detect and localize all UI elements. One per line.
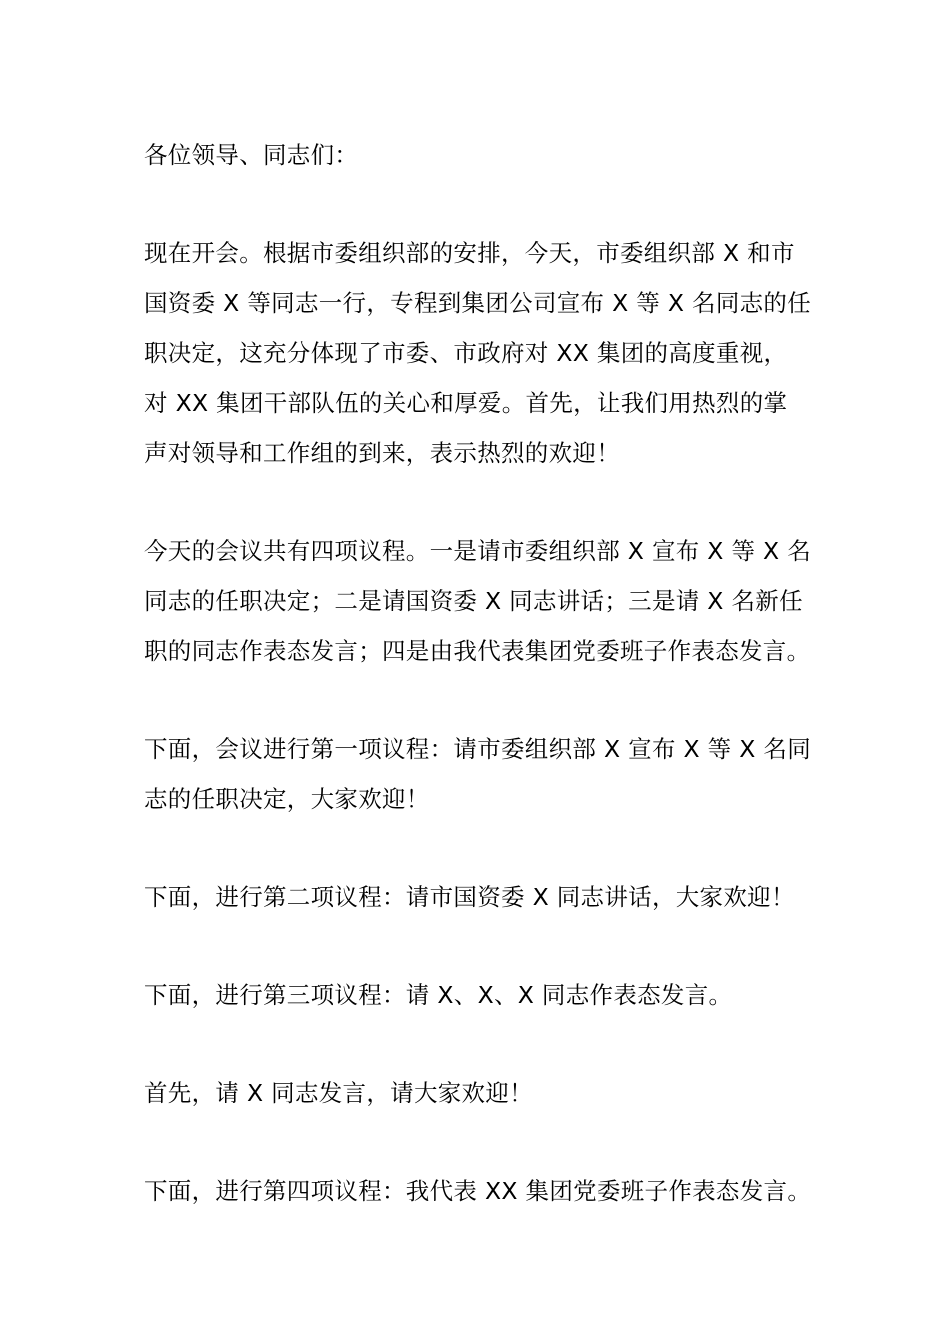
paragraph-line: 现在开会。根据市委组织部的安排，今天，市委组织部 X 和市 bbox=[144, 239, 795, 267]
paragraph-line: 下面，会议进行第一项议程：请市委组织部 X 宣布 X 等 X 名同 bbox=[144, 735, 812, 763]
paragraph-line: 同志的任职决定；二是请国资委 X 同志讲话；三是请 X 名新任 bbox=[144, 587, 803, 615]
salutation-line: 各位领导、同志们： bbox=[144, 141, 359, 169]
paragraph-line: 职决定，这充分体现了市委、市政府对 XX 集团的高度重视， bbox=[144, 339, 788, 367]
paragraph-agenda-item-3 bbox=[144, 970, 810, 1020]
paragraph-line: 下面，进行第四项议程：我代表 XX 集团党委班子作表态发言。 bbox=[144, 1177, 812, 1205]
paragraph-agenda-item-4 bbox=[144, 1166, 810, 1216]
paragraph-line: 国资委 X 等同志一行，专程到集团公司宣布 X 等 X 名同志的任 bbox=[144, 289, 812, 317]
paragraph-line: 声对领导和工作组的到来，表示热烈的欢迎！ bbox=[144, 439, 620, 467]
paragraph-line: 志的任职决定，大家欢迎！ bbox=[144, 785, 430, 813]
paragraph-line: 下面，进行第二项议程：请市国资委 X 同志讲话，大家欢迎！ bbox=[144, 883, 795, 911]
paragraph-line: 对 XX 集团干部队伍的关心和厚爱。首先，让我们用热烈的掌 bbox=[144, 389, 788, 417]
document-body bbox=[144, 130, 810, 1216]
salutation bbox=[144, 130, 810, 180]
paragraph-line: 职的同志作表态发言；四是由我代表集团党委班子作表态发言。 bbox=[144, 637, 811, 665]
paragraph-agenda-overview bbox=[144, 526, 810, 676]
paragraph-opening bbox=[144, 228, 810, 478]
paragraph-agenda-item-1 bbox=[144, 724, 810, 824]
paragraph-line: 首先，请 X 同志发言，请大家欢迎！ bbox=[144, 1079, 533, 1107]
paragraph-first-speaker bbox=[144, 1068, 810, 1118]
paragraph-line: 今天的会议共有四项议程。一是请市委组织部 X 宣布 X 等 X 名 bbox=[144, 537, 812, 565]
paragraph-agenda-item-2 bbox=[144, 872, 810, 922]
paragraph-line: 下面，进行第三项议程：请 X、X、X 同志作表态发言。 bbox=[144, 981, 733, 1009]
